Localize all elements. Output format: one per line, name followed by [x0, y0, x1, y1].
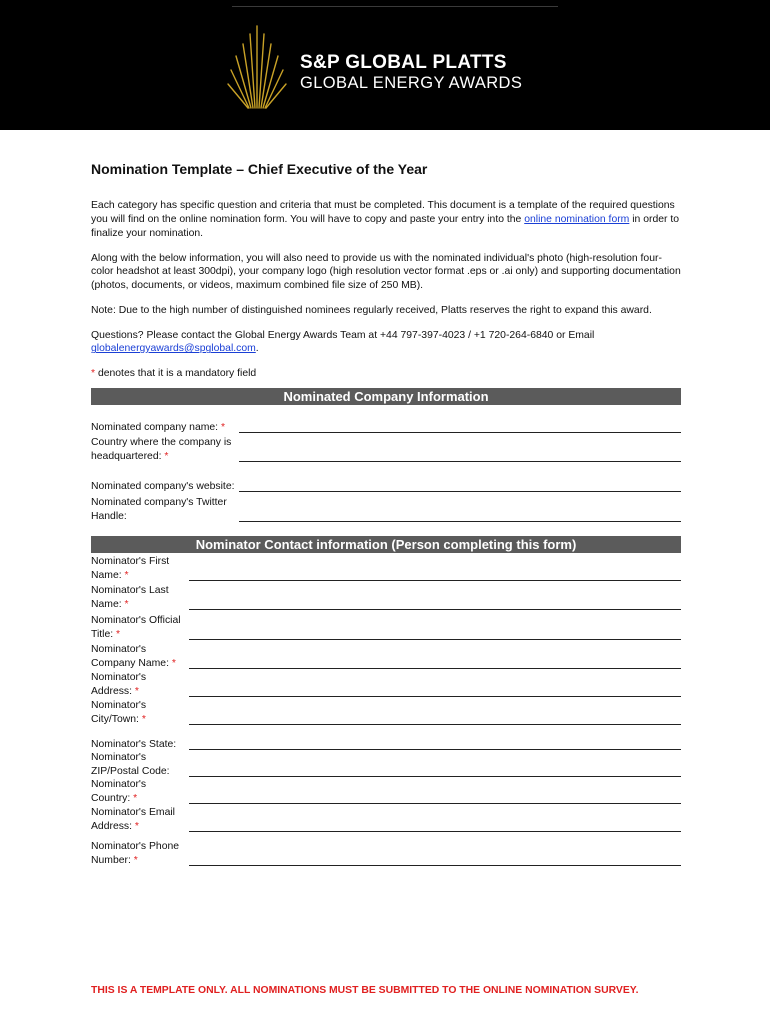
country-row: Nominator's Country: * — [91, 779, 681, 806]
first-name-field[interactable] — [189, 580, 681, 581]
company-fields — [91, 419, 681, 524]
header-banner — [0, 0, 770, 130]
last-name-field[interactable] — [189, 609, 681, 610]
company-twitter-field[interactable] — [239, 521, 681, 522]
company-name-row: Nominated company name: * — [91, 419, 681, 435]
company-country-field[interactable] — [239, 461, 681, 462]
note-paragraph: Note: Due to the high number of distinguished nominees regularly received, Platts reserves the right to expand this award. — [91, 304, 652, 316]
phone-row: Nominator's Phone Number: * — [91, 834, 681, 868]
state-field[interactable] — [189, 749, 681, 750]
state-row: Nominator's State: — [91, 727, 681, 752]
address-field[interactable] — [189, 696, 681, 697]
official-title-row: Nominator's Official Title: * — [91, 612, 681, 642]
online-nomination-form-link[interactable]: online nomination form — [524, 214, 630, 226]
mandatory-legend: * denotes that it is a mandatory field — [91, 368, 257, 380]
email-field[interactable] — [189, 831, 681, 832]
flame-logo-icon — [226, 22, 288, 110]
official-title-field[interactable] — [189, 639, 681, 640]
contact-section-header: Nominator Contact information (Person completing this form) — [91, 536, 681, 553]
questions-paragraph: Questions? Please contact the Global Energy Awards Team at +44 797-397-4023 / +1 720-264-6840 or Email globalenergyawards@spglobal.com. — [91, 329, 595, 355]
address-row: Nominator's Address: * — [91, 671, 681, 699]
banner-divider — [232, 6, 558, 7]
phone-field[interactable] — [189, 865, 681, 866]
last-name-row: Nominator's Last Name: * — [91, 583, 681, 612]
zip-row: Nominator's ZIP/Postal Code: — [91, 752, 681, 779]
company-section-header: Nominated Company Information — [91, 388, 681, 405]
email-row: Nominator's Email Address: * — [91, 806, 681, 834]
city-field[interactable] — [189, 724, 681, 725]
photo-requirements-paragraph: Along with the below information, you will also need to provide us with the nominated individual's photo (high-resolution four-color headshot at least 300dpi), your company logo (high resolution vector format .eps or .ai only) and supporting documentation (photos, documents, or videos, maximum combined file size of 250 MB). — [91, 252, 681, 292]
intro-paragraph: Each category has specific question and criteria that must be completed. This document is a template of the required questions you will find on the online nomination form. You will have to copy and paste your entry into the online nomination form in order to finalize your nomination. — [91, 200, 680, 239]
brand-name: S&P GLOBAL PLATTS — [300, 52, 507, 73]
page-title: Nomination Template – Chief Executive of the Year — [91, 161, 428, 177]
document-body — [91, 160, 681, 868]
company-name-field[interactable] — [239, 432, 681, 433]
nominator-company-field[interactable] — [189, 668, 681, 669]
company-website-field[interactable] — [239, 491, 681, 492]
brand-subtitle: GLOBAL ENERGY AWARDS — [300, 74, 523, 92]
city-row: Nominator's City/Town: * — [91, 699, 681, 727]
template-notice: THIS IS A TEMPLATE ONLY. ALL NOMINATIONS MUST BE SUBMITTED TO THE ONLINE NOMINATION SURVEY. — [91, 985, 639, 996]
contact-fields — [91, 554, 681, 868]
first-name-row: Nominator's First Name: * — [91, 554, 681, 583]
contact-email-link[interactable]: globalenergyawards@spglobal.com — [91, 343, 256, 355]
company-country-row: Country where the company is headquartered: * — [91, 435, 681, 464]
company-website-row: Nominated company's website: — [91, 464, 681, 494]
company-twitter-row: Nominated company's Twitter Handle: — [91, 494, 681, 524]
company-name-nominator-row: Nominator's Company Name: * — [91, 642, 681, 671]
country-field[interactable] — [189, 803, 681, 804]
required-asterisk: * — [91, 368, 96, 380]
zip-field[interactable] — [189, 776, 681, 777]
